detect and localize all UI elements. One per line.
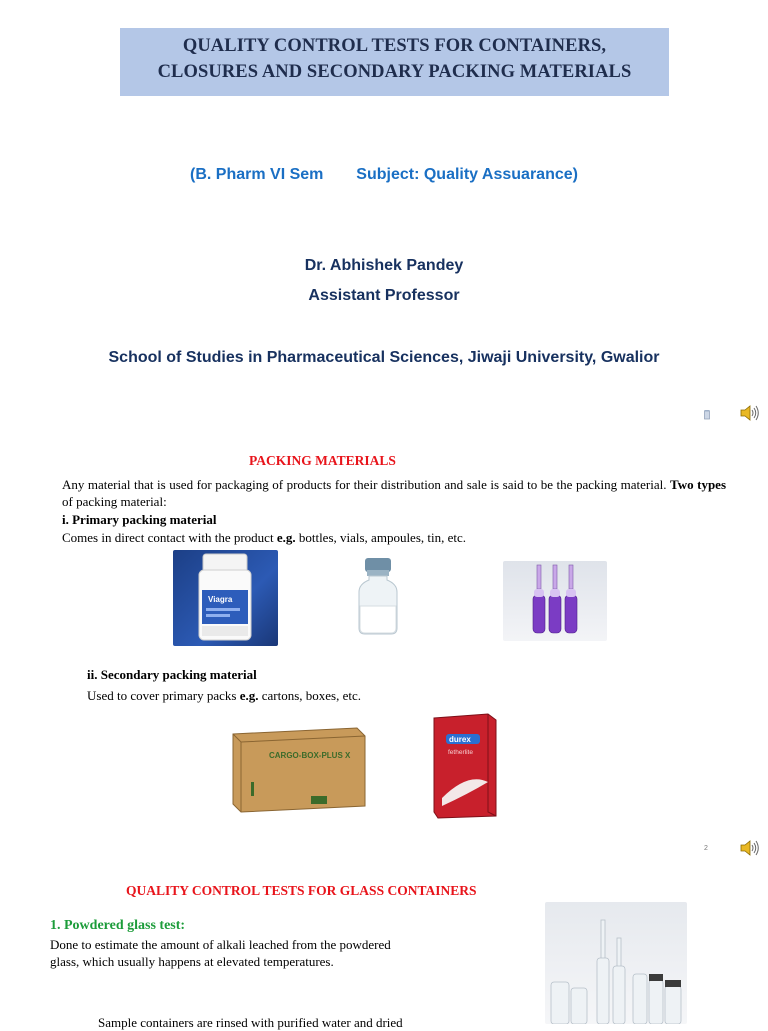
subject-text: Subject: Quality Assuarance) <box>356 166 578 183</box>
primary-text <box>62 529 466 546</box>
carton-sub: fetherlite <box>448 749 473 756</box>
packing-intro <box>62 476 726 510</box>
primary-text-1: Comes in direct contact with the product <box>62 530 274 545</box>
test1-line-1: Done to estimate the amount of alkali leached from the powdered <box>50 937 391 952</box>
author-designation: Assistant Professor <box>308 287 460 304</box>
secondary-eg: e.g. <box>239 688 259 703</box>
vial-image <box>353 556 403 636</box>
secondary-text-1: Used to cover primary packs <box>87 688 237 703</box>
carton-brand: durex <box>449 735 471 744</box>
page-number: 2 <box>704 845 708 852</box>
title-banner <box>120 28 669 96</box>
secondary-text-2: cartons, boxes, etc. <box>261 688 362 703</box>
packing-heading: PACKING MATERIALS <box>249 453 396 468</box>
step-1: Sample containers are rinsed with purified water and dried <box>98 1015 403 1030</box>
test1-heading: 1. Powdered glass test: <box>50 918 186 933</box>
intro-text-1: Any material that is used for packaging of products for their distribution and sale is said to be the packing material. <box>62 477 667 492</box>
semester-text: (B. Pharm VI Sem <box>190 166 324 183</box>
primary-eg: e.g. <box>276 530 296 545</box>
carton-image <box>428 712 500 820</box>
author-name: Dr. Abhishek Pandey <box>304 257 464 274</box>
intro-text-2: of packing material: <box>62 494 167 509</box>
ampoules-image <box>503 561 607 641</box>
institution: School of Studies in Pharmaceutical Sciences, Jiwaji University, Gwalior <box>108 349 660 366</box>
secondary-text <box>87 687 361 704</box>
test1-line-2: glass, which usually happens at elevated temperatures. <box>50 954 334 969</box>
title-line-2: CLOSURES AND SECONDARY PACKING MATERIALS <box>157 62 632 82</box>
title-line-1: QUALITY CONTROL TESTS FOR CONTAINERS, <box>182 36 607 56</box>
bottle-image <box>173 550 278 646</box>
cup-icon <box>704 407 710 425</box>
intro-bold: Two types <box>670 477 727 492</box>
primary-heading: i. Primary packing material <box>62 512 217 527</box>
glass-heading: QUALITY CONTROL TESTS FOR GLASS CONTAINERS <box>126 883 477 898</box>
box-label: CARGO-BOX-PLUS X <box>269 751 351 760</box>
glass-containers-image <box>545 902 687 1024</box>
bottle-label: Viagra <box>208 595 233 604</box>
cardboard-box-image <box>229 722 369 814</box>
speaker-icon[interactable] <box>740 839 760 862</box>
course-info <box>0 166 768 184</box>
primary-text-2: bottles, vials, ampoules, tin, etc. <box>298 530 467 545</box>
secondary-heading: ii. Secondary packing material <box>87 667 257 682</box>
speaker-icon[interactable] <box>740 404 760 427</box>
